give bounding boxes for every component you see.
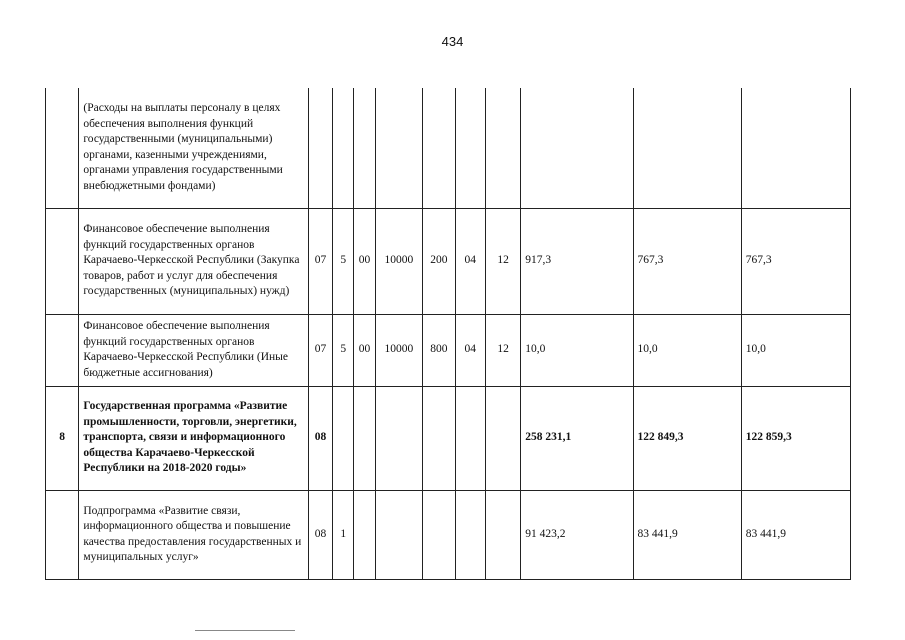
code-subsection [485,490,520,579]
code-main-event: 00 [354,208,375,314]
code-expense-type [423,490,455,579]
amount-year-3: 83 441,9 [741,490,850,579]
amount-year-2 [633,88,741,208]
code-subprogram [333,88,354,208]
code-subsection: 12 [485,208,520,314]
amount-year-2: 767,3 [633,208,741,314]
code-chapter [455,88,485,208]
row-index [46,314,79,386]
code-expense-type: 800 [423,314,455,386]
code-section: 08 [308,386,332,490]
code-subsection [485,386,520,490]
code-subprogram: 5 [333,314,354,386]
row-description: Финансовое обеспечение выполнения функций государственных органов Карачаево-Черкесской Республики (Иные бюджетные ассигнования) [79,314,309,386]
code-subsection: 12 [485,314,520,386]
table-row [46,208,851,314]
code-main-event [354,88,375,208]
code-section: 07 [308,208,332,314]
amount-year-2: 83 441,9 [633,490,741,579]
code-chapter: 04 [455,314,485,386]
scan-artifact-line [195,630,295,632]
amount-year-3: 10,0 [741,314,850,386]
code-subprogram: 5 [333,208,354,314]
code-subprogram: 1 [333,490,354,579]
code-direction [375,490,423,579]
amount-year-3 [741,88,850,208]
table-row-program [46,386,851,490]
code-subprogram [333,386,354,490]
code-section [308,88,332,208]
code-direction: 10000 [375,314,423,386]
row-description: (Расходы на выплаты персоналу в целях обеспечения выполнения функций государственными (муниципальными) органами, казенными учреждениями, органами управления государственными внебюджетными фондами) [79,88,309,208]
table-row [46,314,851,386]
code-expense-type [423,88,455,208]
code-subsection [485,88,520,208]
row-description: Государственная программа «Развитие промышленности, торговли, энергетики, транспорта, связи и информационного общества Карачаево-Черкесской Республики на 2018-2020 годы» [79,386,309,490]
row-index: 8 [46,386,79,490]
amount-year-1: 91 423,2 [521,490,633,579]
code-main-event [354,490,375,579]
code-main-event: 00 [354,314,375,386]
row-index [46,88,79,208]
code-chapter: 04 [455,208,485,314]
table-row [46,490,851,579]
code-chapter [455,490,485,579]
budget-table [45,88,851,580]
amount-year-1: 258 231,1 [521,386,633,490]
row-index [46,490,79,579]
amount-year-3: 767,3 [741,208,850,314]
row-description: Подпрограмма «Развитие связи, информационного общества и повышение качества предоставления государственных и муниципальных услуг» [79,490,309,579]
code-direction: 10000 [375,208,423,314]
page-number: 434 [441,34,464,49]
amount-year-3: 122 859,3 [741,386,850,490]
code-section: 07 [308,314,332,386]
code-expense-type: 200 [423,208,455,314]
amount-year-1: 10,0 [521,314,633,386]
code-chapter [455,386,485,490]
row-index [46,208,79,314]
amount-year-1 [521,88,633,208]
row-description: Финансовое обеспечение выполнения функций государственных органов Карачаево-Черкесской Республики (Закупка товаров, работ и услуг для обеспечения государственных (муниципальных) нужд) [79,208,309,314]
code-main-event [354,386,375,490]
code-section: 08 [308,490,332,579]
code-direction [375,88,423,208]
code-expense-type [423,386,455,490]
code-direction [375,386,423,490]
amount-year-1: 917,3 [521,208,633,314]
table-row [46,88,851,208]
amount-year-2: 10,0 [633,314,741,386]
amount-year-2: 122 849,3 [633,386,741,490]
